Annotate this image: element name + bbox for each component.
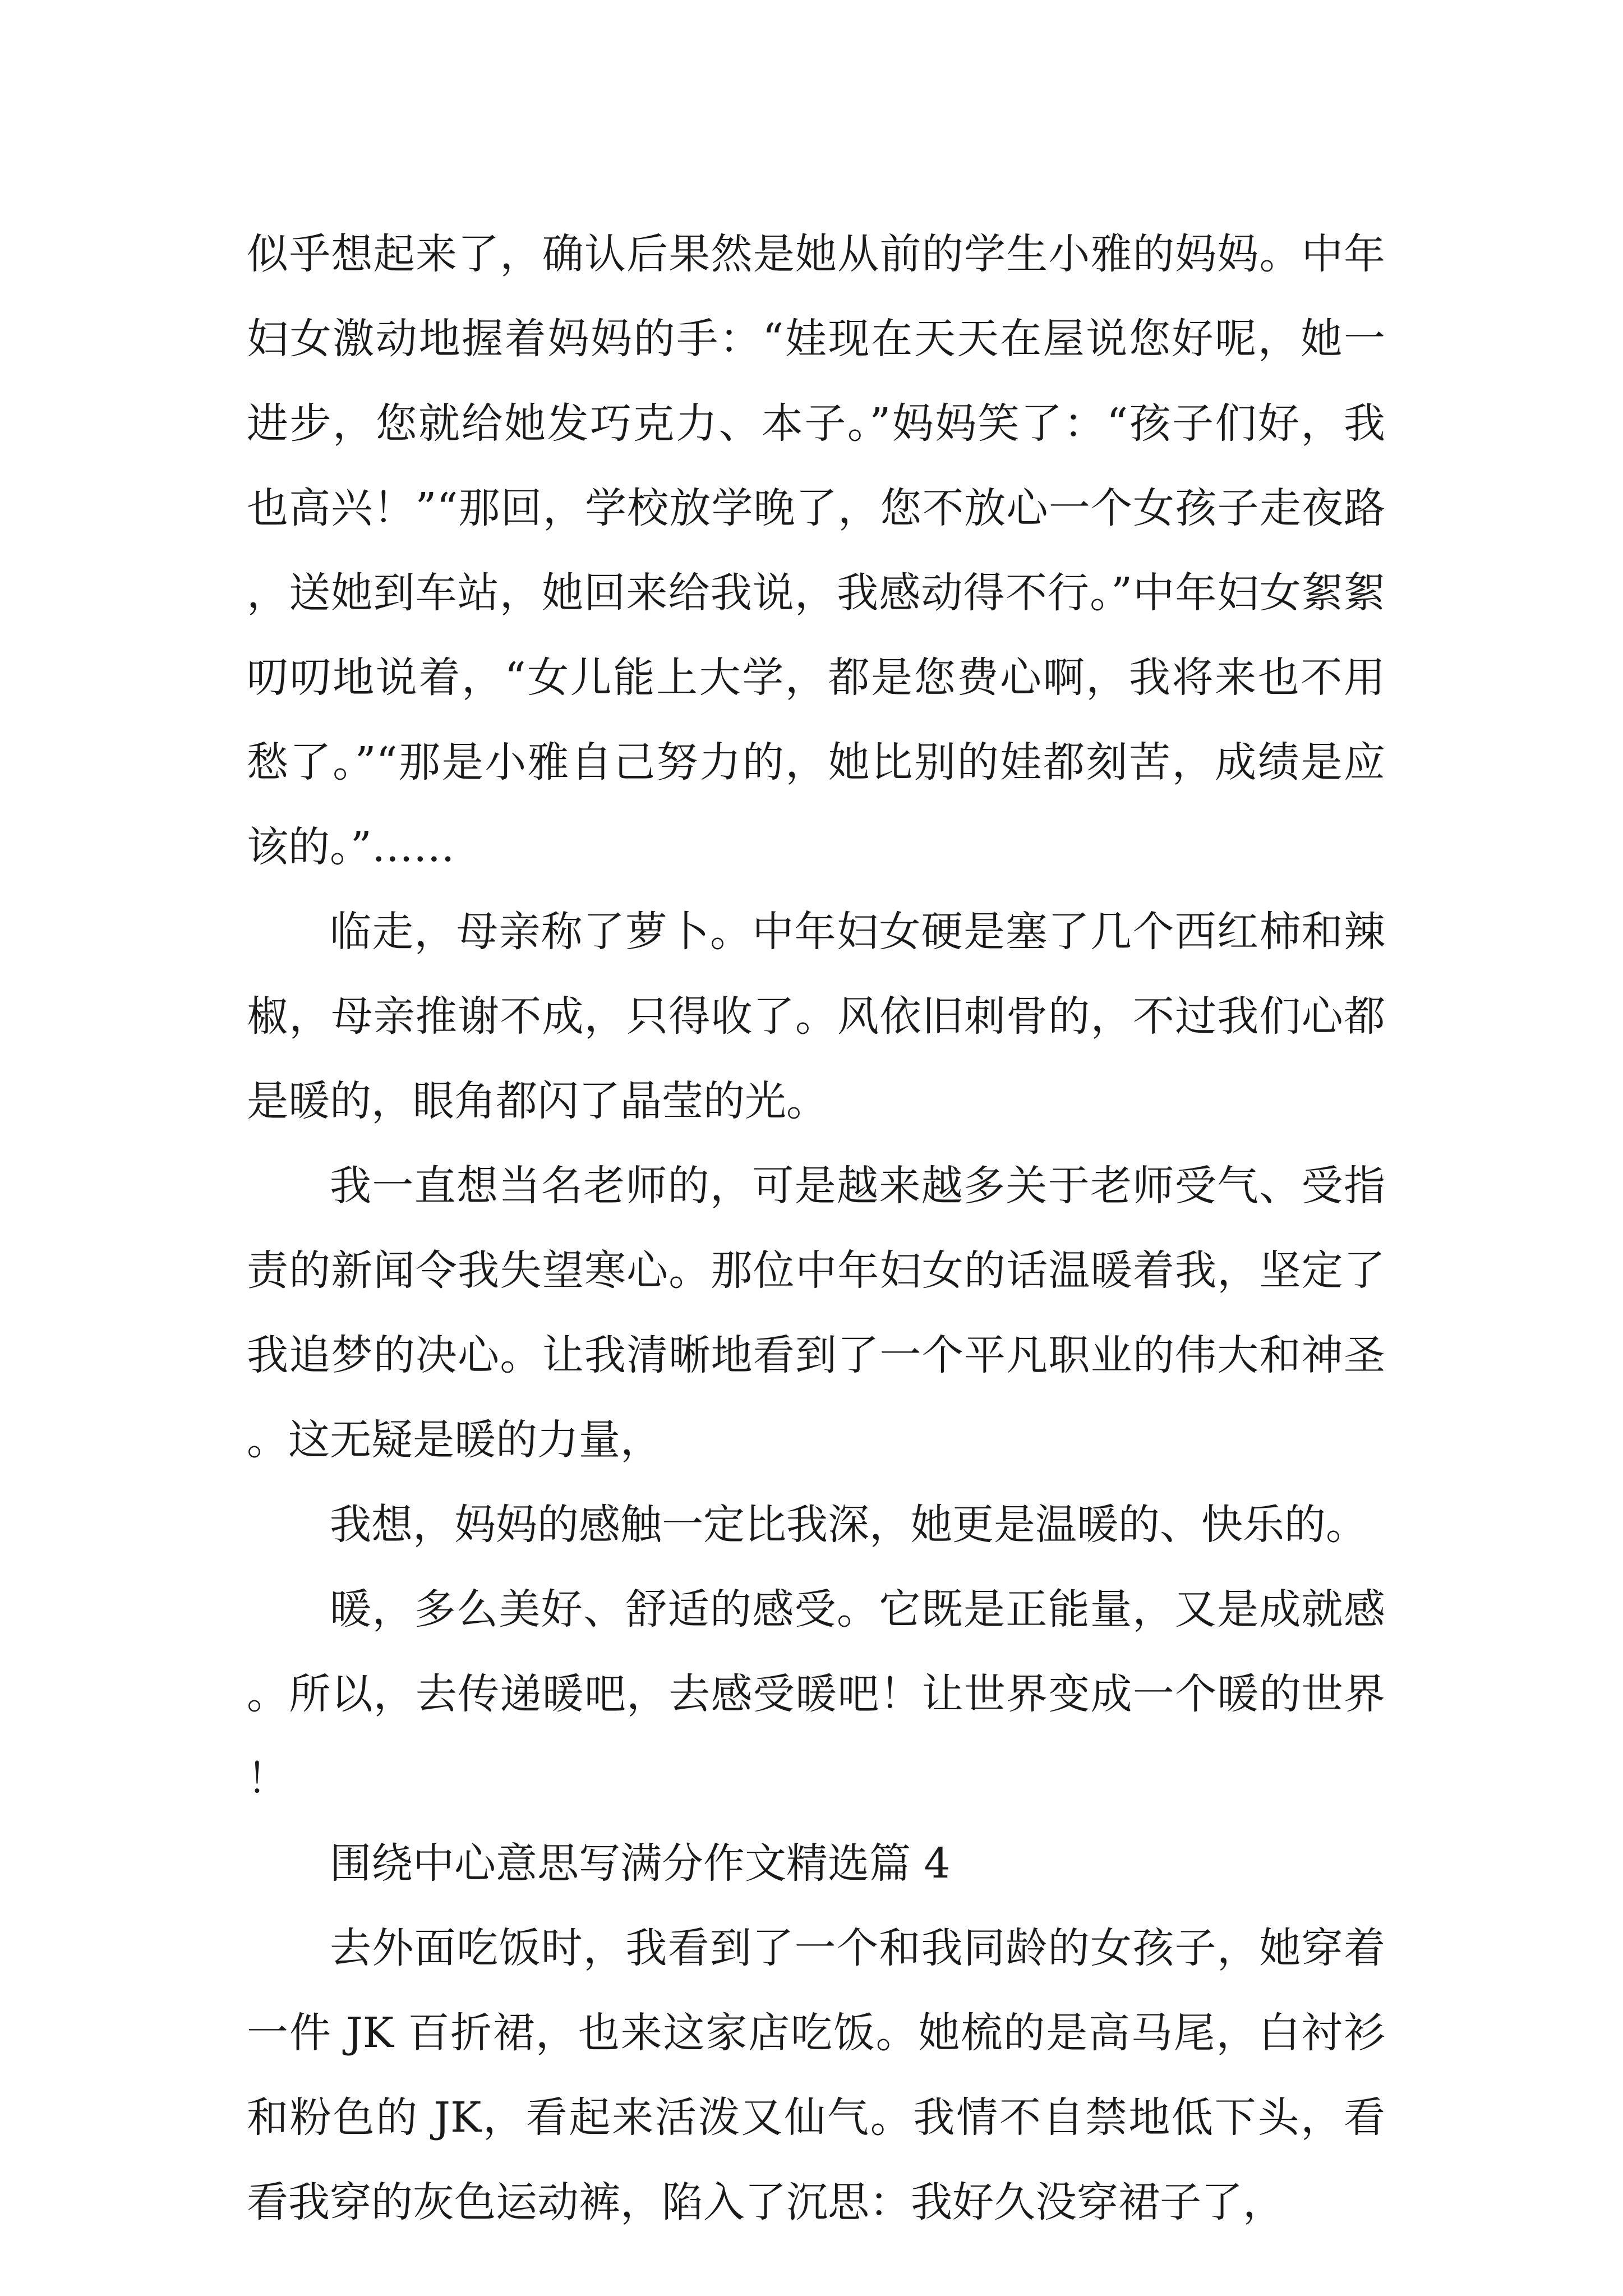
paragraph: 去外面吃饭时，我看到了一个和我同龄的女孩子，她穿着一件 JK 百折裙，也来这家店吃饭。她梳的是高马尾，白衬衫和粉色的 JK，看起来活泼又仙气。我情不自禁地低下头，看看我穿的灰色运动裤，陷入了沉思：我好久没穿裙子了，	[247, 1924, 1385, 2226]
body-text	[247, 212, 1385, 2245]
paragraph: 似乎想起来了，确认后果然是她从前的学生小雅的妈妈。中年妇女激动地握着妈妈的手：“娃现在天天在屋说您好呢，她一进步，您就给她发巧克力、本子。”妈妈笑了：“孩子们好，我也高兴！”“那回，学校放学晚了，您不放心一个女孩子走夜路，送她到车站，她回来给我说，我感动得不行。”中年妇女絮絮叨叨地说着，“女儿能上大学，都是您费心啊，我将来也不用愁了。”“那是小雅自己努力的，她比别的娃都刻苦，成绩是应该的。”……	[247, 230, 1385, 871]
paragraph: 我想，妈妈的感触一定比我深，她更是温暖的、快乐的。	[330, 1501, 1367, 1549]
section-heading: 围绕中心意思写满分作文精选篇 4	[330, 1839, 951, 1888]
paragraph: 我一直想当名老师的，可是越来越多关于老师受气、受指责的新闻令我失望寒心。那位中年妇女的话温暖着我，坚定了我追梦的决心。让我清晰地看到了一个平凡职业的伟大和神圣。这无疑是暖的力量，	[247, 1162, 1385, 1464]
paragraph: 暖，多么美好、舒适的感受。它既是正能量，又是成就感。所以，去传递暖吧，去感受暖吧！让世界变成一个暖的世界！	[247, 1585, 1385, 1803]
paragraph: 临走，母亲称了萝卜。中年妇女硬是塞了几个西红柿和辣椒，母亲推谢不成，只得收了。风依旧刺骨的，不过我们心都是暖的，眼角都闪了晶莹的光。	[247, 908, 1385, 1125]
